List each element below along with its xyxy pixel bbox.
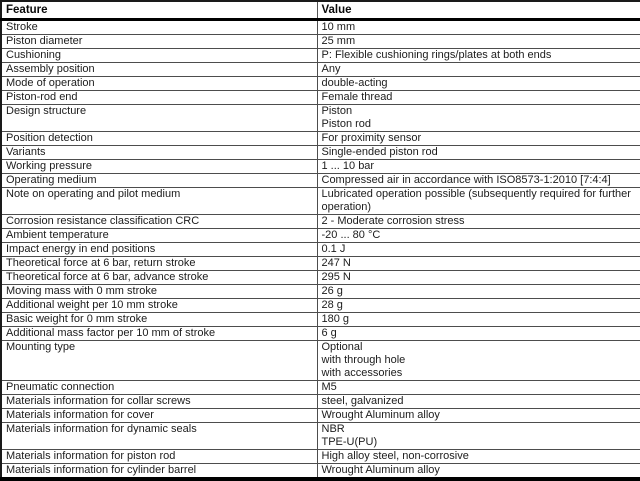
table-row [1, 146, 640, 160]
feature-cell: Moving mass with 0 mm stroke [1, 285, 317, 299]
feature-cell: Corrosion resistance classification CRC [1, 215, 317, 229]
table-row [1, 341, 640, 381]
value-line: TPE-U(PU) [321, 436, 378, 448]
value-cell [317, 35, 640, 49]
value-line: Optional [321, 341, 363, 353]
table-row [1, 327, 640, 341]
value-cell [317, 188, 640, 215]
value-line: 28 g [321, 299, 343, 311]
feature-cell: Mounting type [1, 341, 317, 381]
value-line: Female thread [321, 91, 393, 103]
feature-cell: Additional weight per 10 mm stroke [1, 299, 317, 313]
value-cell [317, 423, 640, 450]
value-cell [317, 63, 640, 77]
spec-table-header [1, 1, 640, 20]
value-line: double-acting [321, 77, 388, 89]
value-cell [317, 271, 640, 285]
feature-cell: Materials information for dynamic seals [1, 423, 317, 450]
table-row [1, 257, 640, 271]
feature-cell: Operating medium [1, 174, 317, 188]
table-row [1, 174, 640, 188]
feature-cell: Note on operating and pilot medium [1, 188, 317, 215]
value-cell [317, 132, 640, 146]
table-row [1, 91, 640, 105]
value-cell [317, 450, 640, 464]
feature-cell: Materials information for cover [1, 409, 317, 423]
table-row [1, 132, 640, 146]
feature-cell: Cushioning [1, 49, 317, 63]
value-cell [317, 229, 640, 243]
value-cell [317, 105, 640, 132]
value-cell [317, 243, 640, 257]
table-row [1, 395, 640, 409]
table-row [1, 77, 640, 91]
value-line: 6 g [321, 327, 337, 339]
value-line: M5 [321, 381, 337, 393]
table-row [1, 243, 640, 257]
table-row [1, 313, 640, 327]
feature-cell: Materials information for piston rod [1, 450, 317, 464]
value-cell [317, 20, 640, 35]
value-line: 25 mm [321, 35, 356, 47]
table-row [1, 285, 640, 299]
value-cell [317, 146, 640, 160]
value-line: Wrought Aluminum alloy [321, 464, 440, 476]
feature-cell: Theoretical force at 6 bar, advance stroke [1, 271, 317, 285]
feature-cell: Working pressure [1, 160, 317, 174]
value-cell [317, 381, 640, 395]
value-line: 1 ... 10 bar [321, 160, 375, 172]
feature-cell: Ambient temperature [1, 229, 317, 243]
table-row [1, 105, 640, 132]
value-cell [317, 160, 640, 174]
value-line: Single-ended piston rod [321, 146, 438, 158]
feature-cell: Pneumatic connection [1, 381, 317, 395]
table-row [1, 49, 640, 63]
value-line: with accessories [321, 367, 403, 379]
table-row [1, 63, 640, 77]
value-line: Lubricated operation possible (subsequently required for further [321, 188, 631, 200]
feature-cell: Materials information for collar screws [1, 395, 317, 409]
value-line: 26 g [321, 285, 343, 297]
value-cell [317, 299, 640, 313]
value-cell [317, 174, 640, 188]
feature-cell: Basic weight for 0 mm stroke [1, 313, 317, 327]
value-line: Any [321, 63, 341, 75]
value-column-header: Value [317, 1, 640, 20]
value-line: 180 g [321, 313, 350, 325]
value-cell [317, 341, 640, 381]
table-row [1, 188, 640, 215]
feature-cell: Design structure [1, 105, 317, 132]
feature-cell: Piston-rod end [1, 91, 317, 105]
table-row [1, 423, 640, 450]
table-row [1, 450, 640, 464]
table-row [1, 409, 640, 423]
value-line: 247 N [321, 257, 351, 269]
value-cell [317, 327, 640, 341]
feature-cell: Mode of operation [1, 77, 317, 91]
table-row [1, 271, 640, 285]
value-line: Compressed air in accordance with ISO8573-1:2010 [7:4:4] [321, 174, 611, 186]
feature-cell: Assembly position [1, 63, 317, 77]
table-row [1, 20, 640, 35]
table-row [1, 299, 640, 313]
table-row [1, 35, 640, 49]
value-line: with through hole [321, 354, 406, 366]
value-line: NBR [321, 423, 345, 435]
value-line: For proximity sensor [321, 132, 422, 144]
table-row [1, 160, 640, 174]
value-line: 2 - Moderate corrosion stress [321, 215, 465, 227]
value-line: 0.1 J [321, 243, 346, 255]
value-line: -20 ... 80 °C [321, 229, 381, 241]
value-cell [317, 49, 640, 63]
value-line: Wrought Aluminum alloy [321, 409, 440, 421]
value-line: 295 N [321, 271, 351, 283]
header-row [1, 1, 640, 20]
feature-cell: Variants [1, 146, 317, 160]
value-line: P: Flexible cushioning rings/plates at both ends [321, 49, 552, 61]
feature-cell: Position detection [1, 132, 317, 146]
feature-column-header: Feature [1, 1, 317, 20]
value-line: High alloy steel, non-corrosive [321, 450, 469, 462]
feature-cell: Additional mass factor per 10 mm of stroke [1, 327, 317, 341]
value-line: Piston rod [321, 118, 372, 130]
feature-cell: Piston diameter [1, 35, 317, 49]
value-cell [317, 215, 640, 229]
value-cell [317, 77, 640, 91]
spec-table-body [1, 20, 640, 480]
value-cell [317, 257, 640, 271]
value-cell [317, 313, 640, 327]
feature-cell: Theoretical force at 6 bar, return stroke [1, 257, 317, 271]
value-line: Piston [321, 105, 353, 117]
table-row [1, 229, 640, 243]
value-line: steel, galvanized [321, 395, 404, 407]
value-line: operation) [321, 201, 372, 213]
feature-cell: Stroke [1, 20, 317, 35]
table-row [1, 215, 640, 229]
feature-cell: Materials information for cylinder barrel [1, 464, 317, 480]
value-cell [317, 91, 640, 105]
feature-cell: Impact energy in end positions [1, 243, 317, 257]
value-cell [317, 409, 640, 423]
value-line: 10 mm [321, 21, 356, 33]
table-row [1, 381, 640, 395]
value-cell [317, 285, 640, 299]
value-cell [317, 395, 640, 409]
